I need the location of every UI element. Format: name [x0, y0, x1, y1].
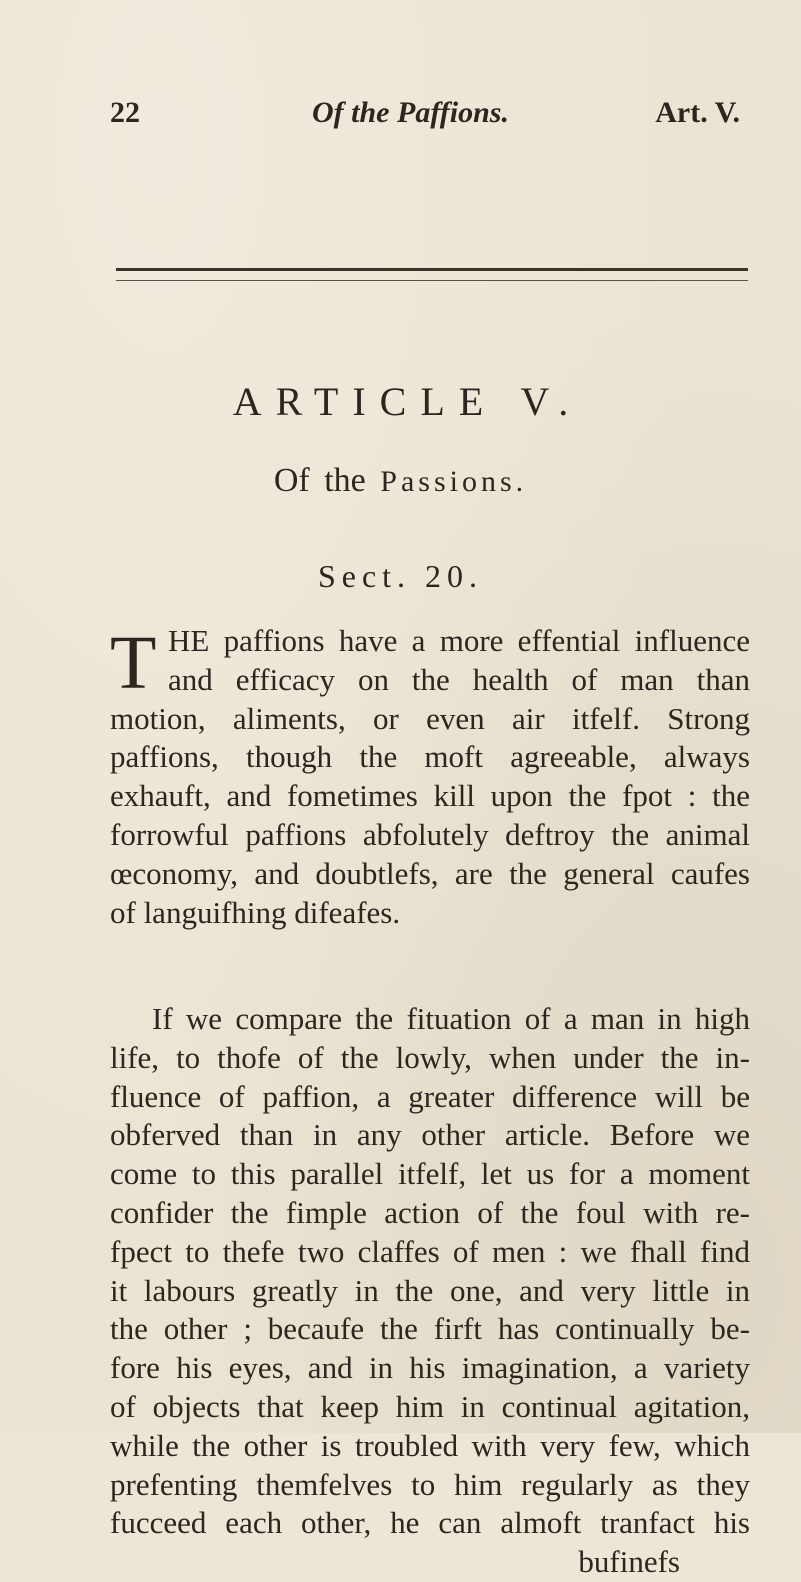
paragraph-line: confider the fimple action of the foul with re- [110, 1194, 750, 1230]
article-subtitle [0, 462, 801, 500]
paragraph-line: fpect to thefe two claffes of men : we fhall find [110, 1233, 750, 1269]
subtitle-prefix: Of the [273, 462, 366, 499]
paragraph-line: exhauft, and fometimes kill upon the fpot : the [110, 778, 750, 814]
paragraph-line: fluence of paffion, a greater difference will be [110, 1078, 750, 1114]
paragraph-line: If we compare the fituation of a man in high [152, 1001, 750, 1036]
paragraph-line: it labours greatly in the one, and very little in [110, 1272, 750, 1308]
paragraph-line: of objects that keep him in continual agitation, [110, 1388, 750, 1424]
paragraph-line: prefenting themfelves to him regularly as they [110, 1466, 750, 1502]
article-heading: ARTICLE V. [232, 379, 583, 424]
running-head [110, 96, 740, 136]
paragraph-line: the other ; becaufe the firft has continually be- [110, 1311, 750, 1347]
paragraph-line: HE paffions have a more effential influence [168, 623, 750, 658]
paragraph-line: life, to thofe of the lowly, when under the in- [110, 1039, 750, 1075]
paragraph-line: motion, aliments, or even air itfelf. Strong [110, 700, 750, 736]
paragraph-line: come to this parallel itfelf, let us for a moment [110, 1156, 750, 1192]
catchword: bufinefs [578, 1544, 680, 1580]
paragraph-line: forrowful paffions abfolutely deftroy the animal [110, 816, 750, 852]
drop-cap: T [110, 621, 157, 705]
header-rule-thick [116, 268, 748, 271]
page-number: 22 [110, 96, 140, 129]
header-rule-thin [116, 280, 748, 281]
article-label: Art. V. [655, 96, 740, 129]
paragraph-line: œconomy, and doubtlefs, are the general caufes [110, 855, 750, 891]
subtitle-word: Passions. [380, 465, 528, 498]
paragraph-line: fucceed each other, he can almoft tranfact his [110, 1505, 750, 1541]
paragraph-line: paffions, though the moft agreeable, always [110, 739, 750, 775]
paragraph-line: and efficacy on the health of man than [168, 661, 750, 697]
paragraph-line: while the other is troubled with very few, which [110, 1427, 750, 1463]
section-label: Sect. 20. [317, 558, 484, 594]
paragraph-line: of languifhing difeafes. [110, 894, 401, 930]
running-title: Of the Paffions. [312, 96, 509, 129]
paragraph-line: fore his eyes, and in his imagination, a variety [110, 1350, 750, 1386]
paragraph-line: obferved than in any other article. Before we [110, 1117, 750, 1153]
paragraph-2 [110, 1000, 750, 1582]
paragraph-1 [110, 622, 750, 932]
